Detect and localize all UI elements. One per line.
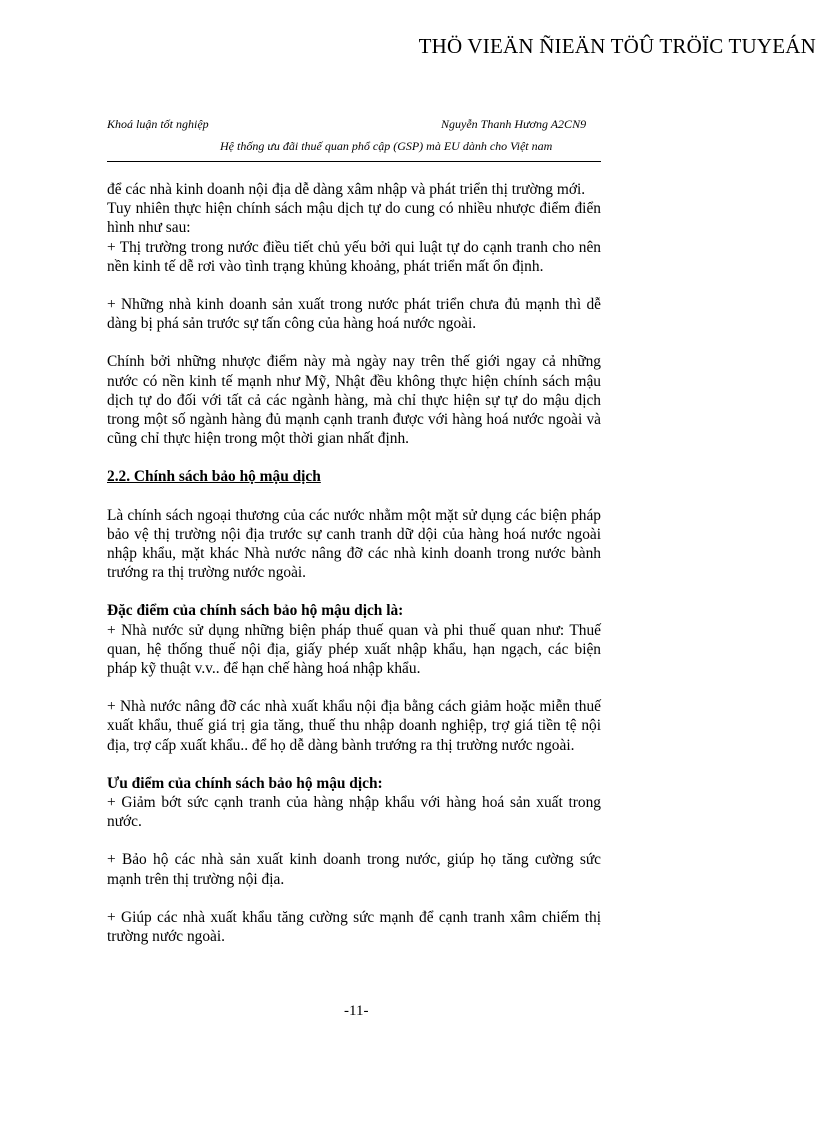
- page-number: -11-: [344, 1003, 369, 1019]
- paragraph: Là chính sách ngoại thương của các nước nhằm một mặt sử dụng các biện pháp bảo vệ thị trường nội địa trước sự canh tranh dữ dội của hàng hoá nước ngoài nhập khẩu, mặt khác Nhà nước nâng đỡ các nhà kinh doanh trong nước bành trướng ra thị trường nước ngoài.: [107, 506, 601, 582]
- subheading-characteristics: Đặc điểm của chính sách bảo hộ mậu dịch là:: [107, 602, 404, 620]
- paragraph: + Giúp các nhà xuất khẩu tăng cường sức mạnh để cạnh tranh xâm chiếm thị trường nước ngoài.: [107, 908, 601, 946]
- paragraph: Tuy nhiên thực hiện chính sách mậu dịch tự do cung có nhiều nhược điểm điển hình như sau:: [107, 200, 601, 237]
- paragraph: + Giảm bớt sức cạnh tranh của hàng nhập khẩu với hàng hoá sản xuất trong nước.: [107, 794, 601, 831]
- document-body: [107, 180, 601, 946]
- header-divider: [107, 161, 601, 162]
- paragraph: + Nhà nước nâng đỡ các nhà xuất khẩu nội địa bằng cách giảm hoặc miễn thuế xuất khẩu, thuế giá trị gia tăng, thuế thu nhập doanh nghiệp, trợ giá tiền tệ nội địa, trợ cấp xuất khẩu.. để họ dễ dàng bành trướng ra thị trường nước ngoài.: [107, 698, 601, 754]
- subheading-advantages: Ưu điểm của chính sách bảo hộ mậu dịch:: [107, 774, 383, 792]
- site-watermark: THÖ VIEÄN ÑIEÄN TÖÛ TRÖÏC TUYEÁN: [418, 34, 816, 58]
- paragraph: + Thị trường trong nước điều tiết chủ yếu bởi qui luật tự do cạnh tranh cho nên nền kinh tế dễ rơi vào tình trạng khủng khoảng, phát triển mất ổn định.: [107, 238, 601, 275]
- paragraph: + Nhà nước sử dụng những biện pháp thuế quan và phi thuế quan như: Thuế quan, hệ thống thuế nội địa, giấy phép xuất nhập khẩu, hạn ngạch, các biện pháp kỹ thuật v.v.. để hạn chế hàng hoá nhập khẩu.: [107, 621, 601, 678]
- header-topic: Hệ thống ưu đãi thuế quan phổ cập (GSP) mà EU dành cho Việt nam: [220, 139, 553, 153]
- paragraph: + Những nhà kinh doanh sản xuất trong nước phát triển chưa đủ mạnh thì dễ dàng bị phá sản trước sự tấn công của hàng hoá nước ngoài.: [107, 296, 601, 333]
- section-heading: 2.2. Chính sách bảo hộ mậu dịch: [107, 468, 321, 486]
- paragraph: + Bảo hộ các nhà sản xuất kinh doanh trong nước, giúp họ tăng cường sức mạnh trên thị trường nội địa.: [107, 851, 601, 888]
- header-author: Nguyễn Thanh Hương A2CN9: [441, 117, 587, 131]
- header-thesis-type: Khoá luận tốt nghiệp: [107, 117, 209, 131]
- paragraph: Chính bởi những nhược điểm này mà ngày nay trên thế giới ngay cả những nước có nền kinh tế mạnh như Mỹ, Nhật đều không thực hiện chính sách mậu dịch tự do đối với tất cả các ngành hàng, mà chỉ thực hiện sự tự do mậu dịch trong một số ngành hàng đủ mạnh cạnh tranh được với hàng hoá nước ngoài và cũng chỉ thực hiện trong một thời gian nhất định.: [107, 353, 601, 448]
- paragraph: để các nhà kinh doanh nội địa dễ dàng xâm nhập và phát triển thị trường mới.: [107, 181, 586, 198]
